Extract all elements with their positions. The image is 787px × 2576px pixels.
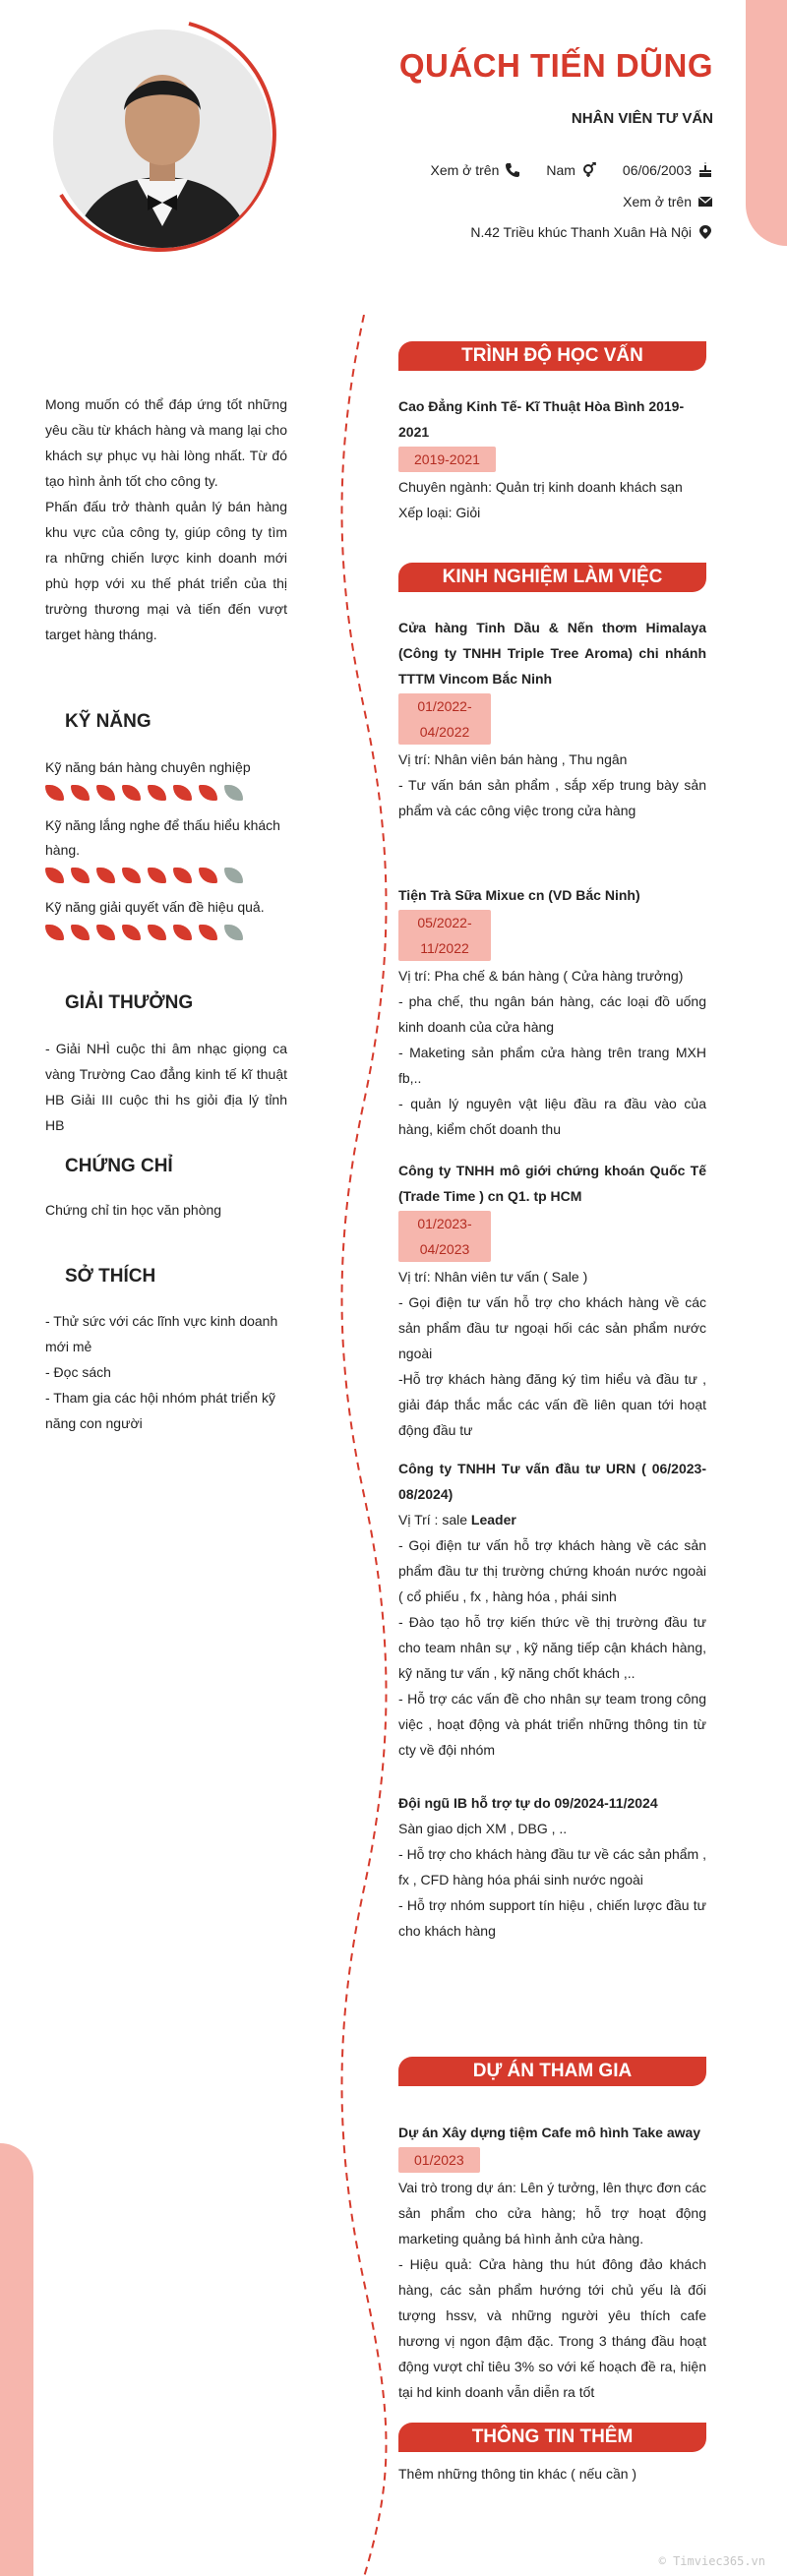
skill-level-leaf — [173, 785, 192, 801]
hobby-item: - Thử sức với các lĩnh vực kinh doanh mới mẻ — [45, 1313, 278, 1354]
person-photo-icon — [53, 30, 272, 248]
job-company: Cửa hàng Tinh Dầu & Nến thơm Himalaya (Công ty TNHH Triple Tree Aroma) chi nhánh TTTM Vincom Bắc Ninh — [398, 620, 706, 687]
skill-level-leaf — [45, 785, 64, 801]
skill-level-leaf — [71, 785, 90, 801]
gender-icon — [581, 162, 597, 178]
avatar-photo — [53, 30, 272, 248]
job-company: Đội ngũ IB hỗ trợ tự do 09/2024-11/2024 — [398, 1795, 658, 1811]
project-title: Dự án Xây dựng tiệm Cafe mô hình Take away — [398, 2125, 701, 2140]
skill-level-leaf — [122, 925, 141, 940]
job-line: - Đào tạo hỗ trợ kiến thức về thị trường đầu tư cho team nhân sự , kỹ năng tiếp cận khách hàng, kỹ năng tư vấn , kỹ năng chốt khách ,.. — [398, 1614, 706, 1681]
project-date: 01/2023 — [398, 2147, 480, 2173]
project-line: - Hiệu quả: Cửa hàng thu hút đông đảo khách hàng, các sản phẩm hướng tới chủ yếu là đối tượng hssv, và những người yêu thích cafe hương vị ngon đậm đặc. Trong 3 tháng đầu hoạt động vượt chỉ tiêu 3% so với kế hoạch đề ra, hiện tại hd kinh doanh vẫn diễn ra tốt — [398, 2256, 706, 2400]
skill-level-leaf — [45, 925, 64, 940]
skill-2-label: Kỹ năng lắng nghe để thấu hiểu khách hàng. — [45, 817, 280, 858]
skill-level-leaf — [122, 868, 141, 883]
job-company: Công ty TNHH mô giới chứng khoán Quốc Tế (Trade Time ) cn Q1. tp HCM — [398, 1163, 706, 1204]
job-date: 01/2022-04/2022 — [398, 693, 491, 745]
job-line: - Hỗ trợ cho khách hàng đầu tư về các sản phẩm , fx , CFD hàng hóa phái sinh nước ngoài — [398, 1846, 706, 1887]
skill-level-leaf — [199, 868, 217, 883]
job-line: - Hỗ trợ các vấn đề cho nhân sự team trong công việc , hoạt động và phát triển những thông tin từ cty về đội nhóm — [398, 1691, 706, 1758]
extra-heading: THÔNG TIN THÊM — [398, 2423, 706, 2452]
education-major: Chuyên ngành: Quản trị kinh doanh khách sạn — [398, 479, 683, 495]
skill-level-leaf — [148, 785, 166, 801]
job-line: - Gọi điện tư vấn hỗ trợ cho khách hàng về các sản phẩm đầu tư ngoại hối các sản phẩm nước ngoài — [398, 1294, 706, 1361]
skill-level-leaf — [224, 785, 243, 801]
skill-2-rating — [45, 868, 243, 883]
projects-heading: DỰ ÁN THAM GIA — [398, 2057, 706, 2086]
birthday-cake-icon — [697, 162, 713, 178]
job-company: Tiện Trà Sữa Mixue cn (VD Bắc Ninh) — [398, 887, 640, 903]
job-line: Sàn giao dịch XM , DBG , .. — [398, 1821, 568, 1836]
hobbies-list — [45, 1308, 287, 1436]
extra-text: Thêm những thông tin khác ( nếu cần ) — [398, 2466, 637, 2482]
skill-level-leaf — [173, 868, 192, 883]
job-line: Vị trí: Nhân viên tư vấn ( Sale ) — [398, 1269, 588, 1285]
objective-paragraph: Mong muốn có thể đáp ứng tốt những yêu cầu từ khách hàng và mang lại cho khách sự phục vụ hài lòng nhất. Từ đó tạo hình ảnh tốt cho công ty. — [45, 396, 287, 489]
skill-level-leaf — [96, 868, 115, 883]
job-line: - Gọi điện tư vấn hỗ trợ khách hàng về các sản phẩm đầu tư thị trường chứng khoán nước ngoài ( cổ phiếu , fx , hàng hóa , phái sinh — [398, 1537, 706, 1604]
avatar — [41, 18, 283, 260]
job-company: Công ty TNHH Tư vấn đầu tư URN ( 06/2023-08/2024) — [398, 1461, 706, 1502]
job-4 — [398, 1456, 706, 1763]
job-line: - pha chế, thu ngân bán hàng, các loại đồ uống kinh doanh của cửa hàng — [398, 993, 706, 1035]
decor-top-right — [746, 0, 787, 246]
skill-level-leaf — [71, 925, 90, 940]
address-value: N.42 Triều khúc Thanh Xuân Hà Nội — [470, 224, 692, 240]
birthday-value: 06/06/2003 — [622, 162, 692, 178]
address-icon — [697, 224, 713, 240]
job-role-bold: Leader — [470, 1512, 516, 1528]
skill-level-leaf — [71, 868, 90, 883]
contact-row-2 — [623, 194, 713, 210]
job-role — [398, 1507, 706, 1532]
skill-level-leaf — [122, 785, 141, 801]
candidate-position: NHÂN VIÊN TƯ VẤN — [571, 110, 713, 127]
decor-bottom-left — [0, 2143, 33, 2576]
job-line: Vị trí: Nhân viên bán hàng , Thu ngân — [398, 751, 628, 767]
job-line: - quản lý nguyên vật liệu đầu ra đầu vào của hàng, kiểm chốt doanh thu — [398, 1096, 706, 1137]
education-block — [398, 393, 706, 525]
job-line: - Hỗ trợ nhóm support tín hiệu , chiến lược đầu tư cho khách hàng — [398, 1897, 706, 1939]
education-grade: Xếp loại: Giỏi — [398, 505, 481, 520]
certificates-text: Chứng chỉ tin học văn phòng — [45, 1202, 222, 1218]
job-2 — [398, 882, 706, 1142]
objective-paragraph: Phấn đấu trở thành quản lý bán hàng khu vực của công ty, giúp công ty tìm ra những chiến lược kinh doanh mới phù hợp với xu thế phát triển của thị trường thương mại và tiến đến vượt target hàng tháng. — [45, 499, 287, 642]
school-name: Cao Đẳng Kinh Tế- Kĩ Thuật Hòa Bình 2019-2021 — [398, 398, 685, 440]
job-line: - Maketing sản phẩm cửa hàng trên trang MXH fb,.. — [398, 1045, 706, 1086]
skills-heading: KỸ NĂNG — [65, 711, 151, 732]
experience-heading: KINH NGHIỆM LÀM VIỆC — [398, 563, 706, 592]
job-5 — [398, 1790, 706, 1944]
job-1 — [398, 615, 706, 823]
hobby-item: - Đọc sách — [45, 1364, 111, 1380]
education-date: 2019-2021 — [398, 447, 496, 472]
hobby-item: - Tham gia các hội nhóm phát triển kỹ năng con người — [45, 1390, 275, 1431]
email-value: Xem ở trên — [623, 194, 692, 210]
job-line: Vị trí: Pha chế & bán hàng ( Cửa hàng trưởng) — [398, 968, 684, 984]
awards-heading: GIẢI THƯỞNG — [65, 992, 194, 1013]
hobbies-heading: SỞ THÍCH — [65, 1266, 156, 1287]
skill-level-leaf — [224, 868, 243, 883]
job-date: 01/2023-04/2023 — [398, 1211, 491, 1262]
phone-value: Xem ở trên — [430, 162, 500, 178]
skill-3-label: Kỹ năng giải quyết vấn đề hiệu quả. — [45, 899, 265, 915]
skill-level-leaf — [148, 925, 166, 940]
skill-level-leaf — [96, 785, 115, 801]
career-objective — [45, 391, 287, 647]
job-role-prefix: Vị Trí : sale — [398, 1512, 471, 1528]
phone-icon — [505, 162, 520, 178]
education-heading: TRÌNH ĐỘ HỌC VẤN — [398, 341, 706, 371]
job-3 — [398, 1158, 706, 1443]
skill-level-leaf — [173, 925, 192, 940]
gender-value: Nam — [546, 162, 575, 178]
skill-level-leaf — [199, 785, 217, 801]
project-1 — [398, 2120, 706, 2405]
project-line: Vai trò trong dự án: Lên ý tưởng, lên thực đơn các sản phẩm cho cửa hàng; hỗ trợ hoạt động marketing quảng bá hình ảnh cửa hàng. — [398, 2180, 706, 2247]
contact-row-1 — [430, 162, 713, 178]
skill-1-label: Kỹ năng bán hàng chuyên nghiệp — [45, 759, 251, 775]
skill-level-leaf — [224, 925, 243, 940]
skill-level-leaf — [148, 868, 166, 883]
job-line: -Hỗ trợ khách hàng đăng ký tìm hiểu và đầu tư , giải đáp thắc mắc các vấn đề liên quan tới hoạt động đầu tư — [398, 1371, 706, 1438]
wave-divider — [334, 315, 394, 2576]
skill-level-leaf — [199, 925, 217, 940]
watermark: © Timviec365.vn — [658, 2554, 765, 2568]
email-icon — [697, 194, 713, 210]
job-line: - Tư vấn bán sản phẩm , sắp xếp trung bày sản phẩm và các công việc trong cửa hàng — [398, 777, 706, 818]
candidate-name: QUÁCH TIẾN DŨNG — [398, 47, 713, 84]
skill-level-leaf — [96, 925, 115, 940]
job-date: 05/2022-11/2022 — [398, 910, 491, 961]
contact-row-3 — [470, 224, 713, 240]
awards-text: - Giải NHÌ cuộc thi âm nhạc giọng ca vàng Trường Cao đẳng kinh tế kĩ thuật HB Giải III cuộc thi hs giỏi địa lý tỉnh HB — [45, 1041, 287, 1133]
skill-1-rating — [45, 785, 243, 801]
certificates-heading: CHỨNG CHỈ — [65, 1156, 173, 1176]
skill-level-leaf — [45, 868, 64, 883]
skill-3-rating — [45, 925, 243, 940]
